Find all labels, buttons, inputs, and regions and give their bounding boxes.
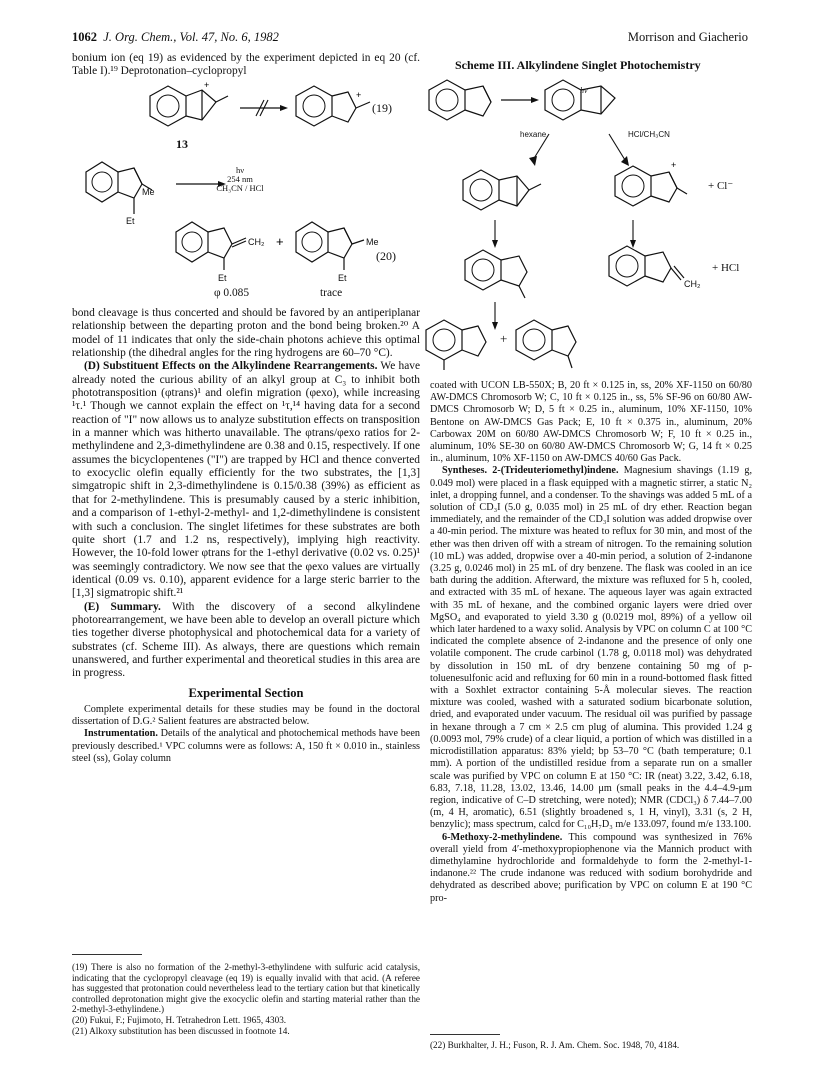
scheme-plus-cl: + Cl⁻ [708, 180, 734, 192]
journal-citation: J. Org. Chem., Vol. 47, No. 6, 1982 [103, 30, 279, 44]
scheme-ch2-label: CH₂ [684, 279, 701, 289]
footnote-22: (22) Burkhalter, J. H.; Fuson, R. J. Am. Chem. Soc. 1948, 70, 4184. [430, 1040, 680, 1050]
scheme-iii-title: Scheme III. Alkylindene Singlet Photochemistry [455, 58, 701, 72]
eq20-quantum-yield: φ 0.085 [214, 287, 250, 299]
svg-text:+: + [276, 234, 284, 249]
footnote-rule-left [72, 954, 142, 955]
instrumentation-heading: Instrumentation. [84, 728, 158, 740]
scheme-iii-diagram [425, 76, 755, 336]
eq20-reactant-et: Et [126, 216, 135, 226]
paragraph-bond-cleavage: bond cleavage is thus concerted and should be favored by an antiperiplanar relationship between the departing proton and the bond being broken.²⁰ A model of 11 indicates that only the side-chain photons achieve this optimal relationship (the dihedral angles for the ring hydrogens are 60–70 °C). [72, 307, 420, 360]
scheme-plus-sign: + [500, 331, 508, 346]
vpc-columns-text: coated with UCON LB-550X; B, 20 ft × 0.125 in, ss, 20% XF-1150 on 60/80 AW-DMCS Chromosorb W; C, 10 ft × 0.125 in., ss, 5% SF-96 on 60/80 AW-DMCS Chromosorb W; D, 5 ft × 0.25 in., aluminum, 10% XF-1150, 10% Bentone on AW-DMCS Gas Pack; E, 10 ft × 0.375 in., aluminum, 20% Carbowax 20M on 60/80 AW-DMCS Chromosorb W; F, 10 ft × 0.25 in., aluminum, 10% SE-30 on 60/80 AW-DMCS Chromosorb W; G, 14 ft × 0.25 in., aluminum, 10% XF-1150 on AW-DMCS 40/60 Gas Pack. [430, 380, 752, 465]
scheme-plus-hcl: + HCl [712, 262, 740, 274]
eq20-product1-ch2: CH₂ [248, 237, 265, 247]
running-header-left [72, 30, 279, 45]
eq20-hv: hν [235, 165, 245, 175]
footnote-21: (21) Alkoxy substitution has been discussed in footnote 14. [72, 1025, 290, 1036]
section-e-paragraph [72, 601, 420, 681]
eq20-trace: trace [320, 287, 343, 299]
methoxy-heading: 6-Methoxy-2-methylindene. [442, 831, 563, 843]
instrumentation-text: Details of the analytical and photochemical methods have been previously described.¹ VPC columns were as follows: A, 150 ft × 0.010 in., stainless steel (ss), Golay column [72, 728, 420, 764]
methoxy-paragraph [430, 832, 752, 905]
svg-text:+: + [356, 90, 362, 100]
footnotes-right [430, 1040, 750, 1051]
intro-paragraph [72, 52, 420, 79]
eq20-number: (20) [376, 249, 396, 263]
compound-13-label: 13 [176, 137, 188, 151]
instrumentation-paragraph [72, 728, 420, 765]
scheme-hexane-label: hexane [520, 130, 547, 139]
right-column-body [430, 380, 752, 905]
eq20-arrow-conditions [210, 166, 270, 193]
synthesis-paragraph [430, 465, 752, 831]
eq20-product2-me: Me [366, 237, 379, 247]
scheme-hv-label: hν [580, 86, 588, 95]
eq20-solvent: CH₃CN / HCl [216, 183, 264, 193]
experimental-heading: Experimental Section [188, 685, 304, 700]
eq20-product2-et: Et [338, 273, 347, 283]
footnote-20: (20) Fukui, F.; Fujimoto, H. Tetrahedron Lett. 1965, 4303. [72, 1014, 287, 1025]
footnote-rule-right [430, 1034, 500, 1035]
section-d-paragraph [72, 360, 420, 600]
synthesis-heading: Syntheses. 2-(Trideuteriomethyl)indene. [442, 465, 619, 477]
svg-text:+: + [204, 80, 210, 90]
page-number: 1062 [72, 30, 97, 44]
section-d-heading: (D) Substituent Effects on the Alkylindene Rearrangements. [84, 360, 378, 373]
section-e-text: With the discovery of a second alkylindene photorearrangement, we have been able to develop an overall picture which ties together diverse photophysical and photochemical data for a variety of substrates (cf. Scheme III). As always, there are questions which remain unanswered, and further experimental and theoretical studies in this area are in progress. [72, 600, 420, 680]
svg-text:+: + [671, 160, 677, 170]
eq20-reactant-me: Me [142, 187, 155, 197]
footnotes-left [72, 962, 420, 1036]
intro-text: bonium ion (eq 19) as evidenced by the experiment depicted in eq 20 (cf. Table I).¹⁹ Deprotonation–cyclopropyl [72, 52, 420, 78]
section-e-heading: (E) Summary. [84, 600, 161, 613]
eq19-number: (19) [372, 101, 392, 115]
eq20-product1-et: Et [218, 273, 227, 283]
scheme-hcl-label: HCl/CH₃CN [628, 130, 670, 139]
experimental-intro: Complete experimental details for these studies may be found in the doctoral dissertation of D.G.² Salient features are abstracted below. [72, 703, 420, 728]
eq20-wavelength: 254 nm [227, 174, 253, 184]
equation-19-diagram [120, 80, 420, 164]
section-d-text: We have already noted the curious ability of an alkyl group at C₃ to inhibit both phototransposition (φtrans)¹ and olefin migration (φexo), while increasing ¹τ.¹ Though we cannot explain the effect on ¹τ,¹⁴ having data for a second reaction of "I" now allows us to analyze substitution effects on transposition in a manner which was hitherto unavailable. The φtrans/φexo ratios for 2-methylindene and 2,3-dimethylindene are 0.38 and 0.15, respectively. If one assumes the bicyclopentenes ("I") are trapped by HCl and thence converted to exocyclic olefin equally efficiently for the two substrates, the [1,3] simgatropic shift in 2,3-dimethylindene is 0.15/0.38 (39%) as efficient as that for 2-methylindene. This is presumably caused by a steric inhibition, and a comparison of 1-ethyl-2-methyl- and 1,2-dimethylindene is consistent with such a conclusion. The singlet lifetimes for these substrates are both quite short (1.7 and 1.2 ns, respectively), implying high reactivity. However, the 10-fold lower φtrans for the 1-ethyl derivative (0.02 vs. 0.25)¹ was seemingly contradictory. We now see that the φexo values are virtually identical (0.09 vs. 0.10), apparent evidence for a large steric barrier to the [1,3] sigmatropic shift.²¹ [72, 360, 420, 600]
methoxy-text: This compound was synthesized in 76% overall yield from 4′-methoxypropiophenone via the Mannich product with dimethylamine hydrochloride and formaldehyde to form the 2-methyl-1-indanone.²² The crude indanone was reduced with sodium borohydride and dehydrated as described above; purification by VPC on column E at 190 °C pro- [430, 831, 752, 904]
left-column-body [72, 307, 420, 765]
synthesis-text: Magnesium shavings (1.19 g, 0.049 mol) were placed in a flask equipped with a magnetic stirrer, a static N₂ inlet, a dropping funnel, and a condenser. To the shavings was added 5 mL of a solution of CD₃I (5.0 g, 0.035 mol) in 25 mL of dry ether. Reaction began immediately, and the remainder of the CD₃I solution was added dropwise over a 40-min period. The mixture was heated to reflux for 30 min, and most of the ether was then driven off with a stream of nitrogen. To the remaining solution (10 mL) was added, dropwise over a 40-min period, a solution of 2-indanone (3.25 g, 0.0246 mol) in 25 mL of dry benzene. The flask was cooled in an ice bath during the addition. Afterward, the mixture was refluxed for 5 h, cooled, and extracted with 35 mL of hexane. The aqueous layer was again extracted with 35 mL of hexane, and the combined organic layers were dried over MgSO₄ and evaporated to yield 3.30 g (0.0219 mol, 89%) of a yellow oil which later hardened to a waxy solid. Analysis by VPC on column C at 100 °C indicated the complete absence of 2-indanone and the presence of only one volatile component. The crude carbinol (1.78 g, 0.0118 mol) was dehydrated by dissolution in 150 mL of dry benzene containing 50 mg of p-toluenesulfonic acid and refluxing for 60 min in a round-bottomed flask fitted with a Soxhlet extractor containing 5-Å molecular sieves. The reaction mixture was cooled, washed with a saturated sodium bicarbonate solution, dried, and evaporated under vacuum. The residual oil was purified by passage in hexane through a 7 cm × 2.5 cm plug of alumina. This provided 1.24 g (0.0093 mol, 79% crude) of a clear liquid, a portion of which was distilled in a microdistillation apparatus: 83% yield; bp 53–70 °C (bath temperature; 0.1 mm). A portion of the undistilled residue from a separate run on a smaller scale was purified by VPC on column E at 150 °C: IR (neat) 3.22, 3.42, 6.18, 6.83, 7.18, 11.28, 13.02, 13.46, 14.00 μm (small peaks in the 4.4–4.9-μm region, indicative of C–D stretching, were noted); NMR (CDCl₃) δ 7.44–7.00 (m, 4 H, aromatic), 6.51 (slightly broadened s, 1 H, vinyl), 3.31 (s, 2 H, benzylic); mass spectrum, calcd for C₁₀H₇D₃ m/e 133.097, found m/e 133.100. [430, 465, 752, 831]
footnote-19: (19) There is also no formation of the 2-methyl-3-ethylindene with sulfuric acid catalysis, indicating that the cyclopropyl cleavage (eq 19) is equally invalid with that acid. (A referee has suggested that protonation could nevertheless lead to the tertiary cation but that kinetically controlled deprotonation might give the exocyclic olefin and starting material rather than the 2-methyl-3-ethylindene.) [72, 962, 420, 1015]
running-header-authors: Morrison and Giacherio [627, 30, 748, 44]
